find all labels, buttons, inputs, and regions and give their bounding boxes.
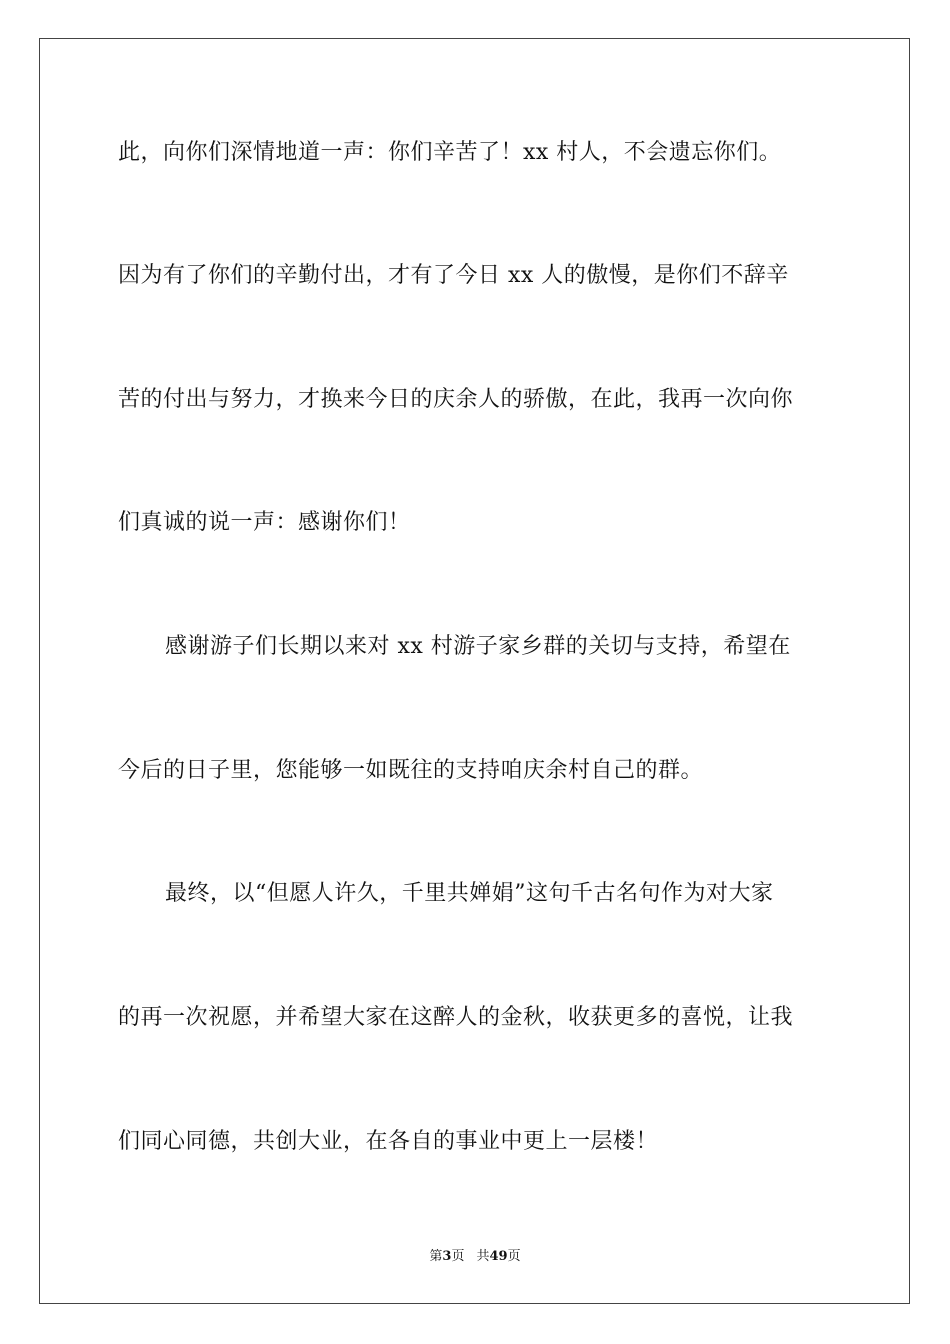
text-line-5: 感谢游子们长期以来对 xx 村游子家乡群的关切与支持，希望在 xyxy=(165,634,791,659)
text-line-4: 们真诚的说一声：感谢你们！ xyxy=(118,510,411,535)
text-line-1: 此，向你们深情地道一声：你们辛苦了！xx 村人，不会遗忘你们。 xyxy=(118,140,782,165)
page-suffix: 页 xyxy=(451,1249,465,1264)
page-number: 3 xyxy=(442,1249,452,1264)
page-footer xyxy=(0,1249,950,1265)
total-pages: 49 xyxy=(489,1249,508,1264)
text-line-2: 因为有了你们的辛勤付出，才有了今日 xx 人的傲慢，是你们不辞辛 xyxy=(118,263,789,288)
total-prefix: 共 xyxy=(476,1249,490,1264)
text-line-8: 的再一次祝愿，并希望大家在这醉人的金秋，收获更多的喜悦，让我 xyxy=(118,1005,794,1030)
total-suffix: 页 xyxy=(507,1249,521,1264)
page-prefix: 第 xyxy=(429,1249,443,1264)
text-line-9: 们同心同德，共创大业，在各自的事业中更上一层楼！ xyxy=(118,1129,659,1154)
text-line-6: 今后的日子里，您能够一如既往的支持咱庆余村自己的群。 xyxy=(118,758,704,783)
text-line-7: 最终，以“但愿人许久，千里共婵娟”这句千古名句作为对大家 xyxy=(165,881,774,906)
text-line-3: 苦的付出与努力，才换来今日的庆余人的骄傲，在此，我再一次向你 xyxy=(118,387,794,412)
page-border xyxy=(39,38,910,1304)
